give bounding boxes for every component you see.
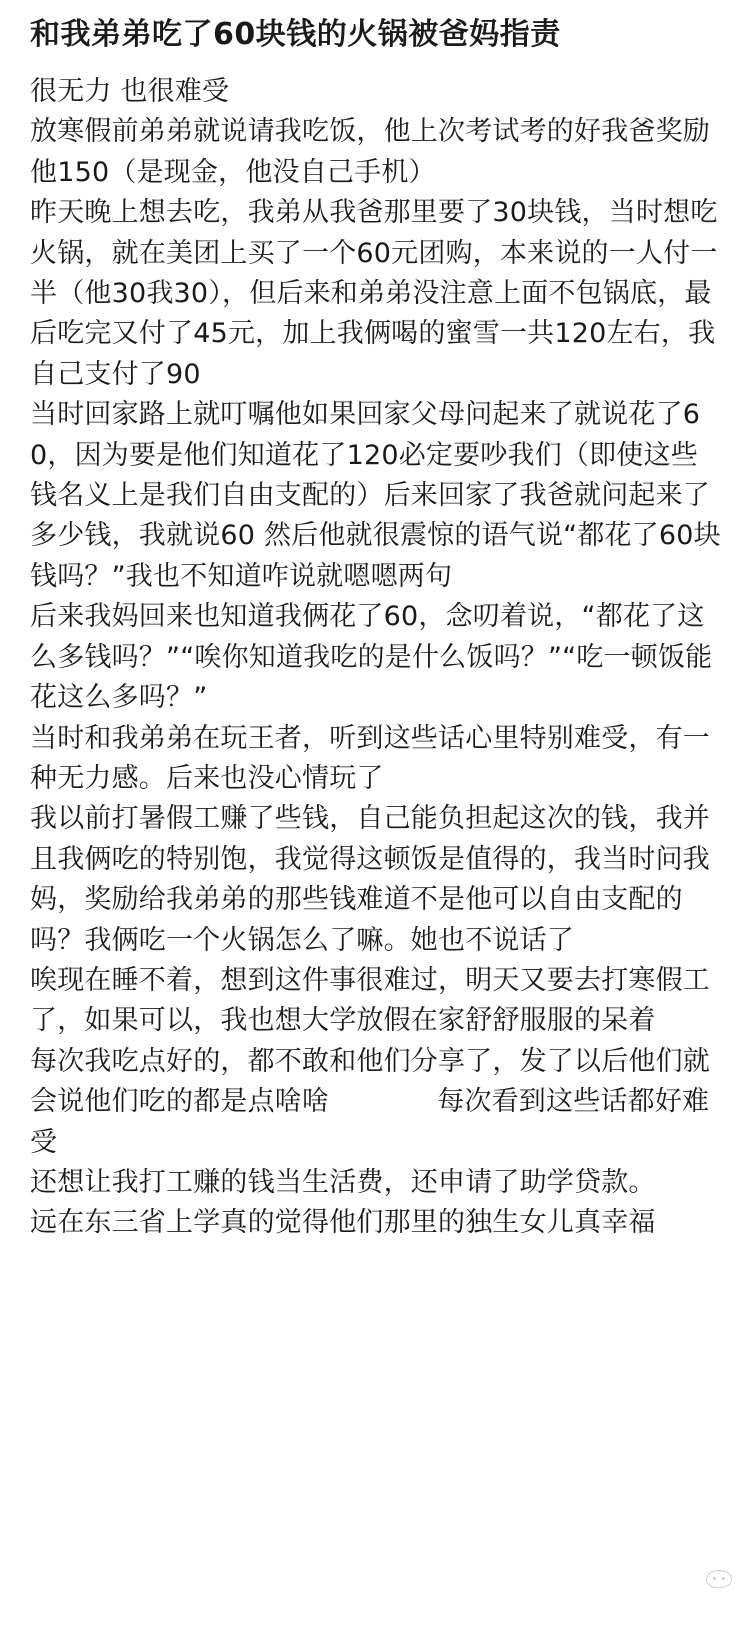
paragraph-4: 当时回家路上就叮嘱他如果回家父母问起来了就说花了60，因为要是他们知道花了120必定要吵我们（即使这些钱名义上是我们自由支配的）后来回家了我爸就问起来了多少钱，我就说60 然后他就很震惊的语气说“都花了60块钱吗？”我也不知道咋说就嗯嗯两句	[30, 399, 721, 592]
paragraph-6: 当时和我弟弟在玩王者，听到这些话心里特别难受，有一种无力感。后来也没心情玩了	[30, 722, 710, 794]
post-title: 和我弟弟吃了60块钱的火锅被爸妈指责	[30, 17, 561, 52]
paragraph-10: 还想让我打工赚的钱当生活费，还申请了助学贷款。	[30, 1166, 656, 1198]
paragraph-7: 我以前打暑假工赚了些钱，自己能负担起这次的钱，我并且我俩吃的特别饱，我觉得这顿饭是值得的，我当时问我妈，奖励给我弟弟的那些钱难道不是他可以自由支配的吗？我俩吃一个火锅怎么了嘛。她也不说话了	[30, 803, 710, 956]
paragraph-9-tail: 每次看到这些话都好难受	[30, 1086, 710, 1158]
paragraph-1: 很无力 也很难受	[30, 76, 230, 107]
paragraph-9	[30, 1042, 722, 1163]
paragraph-3: 昨天晚上想去吃，我弟从我爸那里要了30块钱，当时想吃火锅，就在美团上买了一个60元团购，本来说的一人付一半（他30我30），但后来和弟弟没注意上面不包锅底，最后吃完又付了45元，加上我俩喝的蜜雪一共120左右，我自己支付了90	[30, 197, 718, 390]
paragraph-8: 唉现在睡不着，想到这件事很难过，明天又要去打寒假工了，如果可以，我也想大学放假在家舒舒服服的呆着	[30, 964, 710, 1037]
paragraph-9-text: 每次我吃点好的，都不敢和他们分享了，发了以后他们就会说他们吃的都是点啥啥	[30, 1045, 710, 1118]
post-body	[30, 72, 722, 1244]
paragraph-11: 远在东三省上学真的觉得他们那里的独生女儿真幸福	[30, 1207, 656, 1239]
paragraph-5: 后来我妈回来也知道我俩花了60，念叨着说，“都花了这么多钱吗？”“唉你知道我吃的是什么饭吗？”“吃一顿饭能花这么多吗？”	[30, 601, 713, 714]
paragraph-2: 放寒假前弟弟就说请我吃饭，他上次考试考的好我爸奖励他150（是现金，他没自己手机）	[30, 116, 710, 188]
bottom-fade	[0, 1610, 752, 1632]
